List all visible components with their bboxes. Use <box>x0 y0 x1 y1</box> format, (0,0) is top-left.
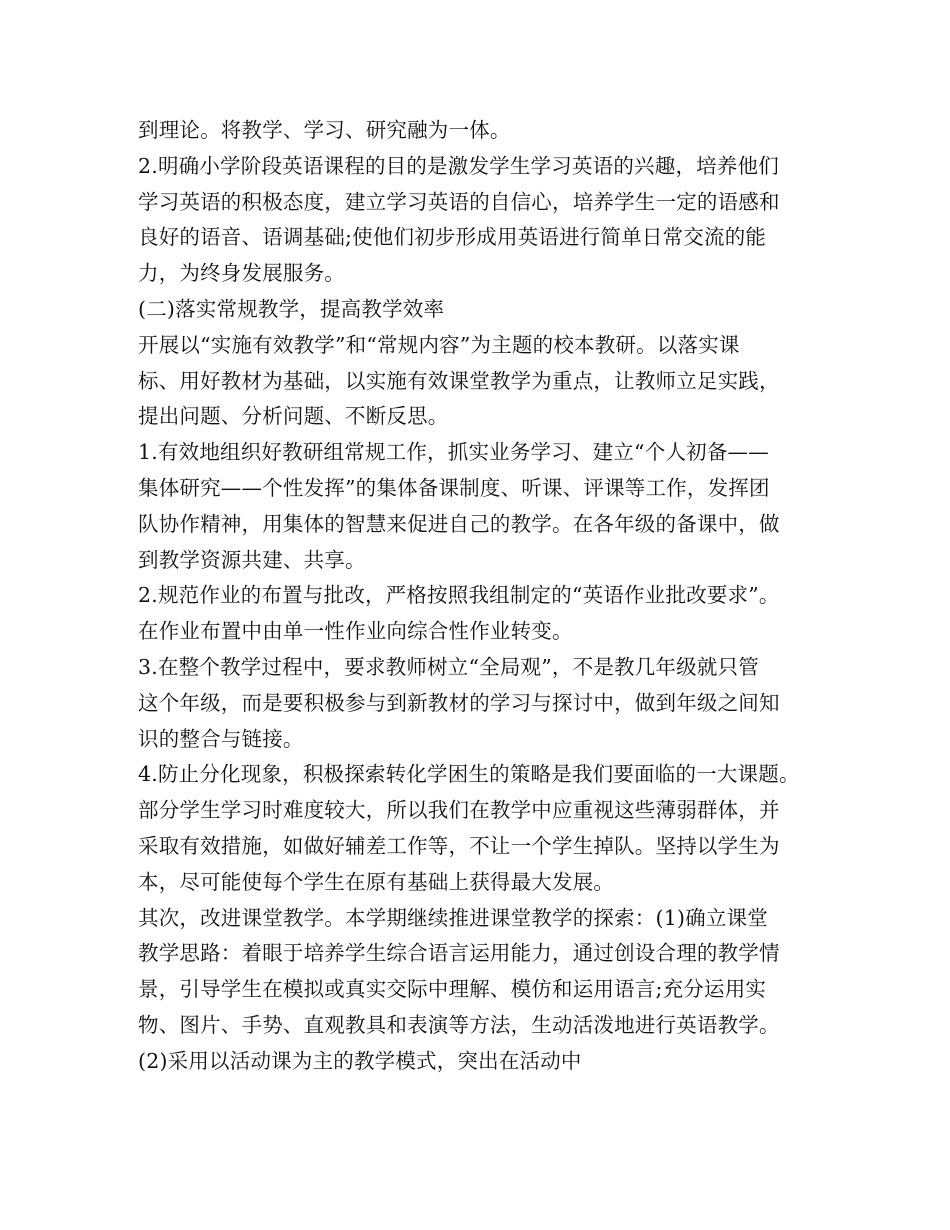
text-line: 部分学生学习时难度较大，所以我们在教学中应重视这些薄弱群体，并 <box>138 798 780 823</box>
text-line: 物、图片、手势、直观教具和表演等方法，生动活泼地进行英语教学。 <box>138 1012 780 1037</box>
text-line: 本，尽可能使每个学生在原有基础上获得最大发展。 <box>138 869 615 894</box>
text-line: 提出问题、分析问题、不断反思。 <box>138 404 449 429</box>
text-line: 景，引导学生在模拟或真实交际中理解、模仿和运用语言;充分运用实 <box>138 977 767 1002</box>
text-line: 集体研究——个性发挥”的集体备课制度、听课、评课等工作，发挥团 <box>138 475 770 500</box>
text-line: 其次，改进课堂教学。本学期继续推进课堂教学的探索：(1)确立课堂 <box>138 905 768 930</box>
section-heading: (二)落实常规教学，提高教学效率 <box>138 296 445 321</box>
text-line: 这个年级，而是要积极参与到新教材的学习与探讨中，做到年级之间知 <box>138 690 780 715</box>
text-line: 在作业布置中由单一性作业向综合性作业转变。 <box>138 619 573 644</box>
text-line: 3.在整个教学过程中，要求教师树立“全局观”，不是教几年级就只管 <box>138 654 759 679</box>
text-line: 力，为终身发展服务。 <box>138 261 345 286</box>
text-line: 开展以“实施有效教学”和“常规内容”为主题的校本教研。以落实课 <box>138 332 740 357</box>
text-line: 标、用好教材为基础，以实施有效课堂教学为重点，让教师立足实践， <box>138 368 780 393</box>
text-line: 采取有效措施，如做好辅差工作等，不让一个学生掉队。坚持以学生为 <box>138 833 780 858</box>
text-line: 队协作精神，用集体的智慧来促进自己的教学。在各年级的备课中，做 <box>138 511 780 536</box>
text-line: 2.明确小学阶段英语课程的目的是激发学生学习英语的兴趣，培养他们 <box>138 153 779 178</box>
document-body <box>138 113 818 1080</box>
text-line: 到理论。将教学、学习、研究融为一体。 <box>138 118 511 142</box>
text-line: 学习英语的积极态度，建立学习英语的自信心，培养学生一定的语感和 <box>138 189 780 214</box>
text-line: 到教学资源共建、共享。 <box>138 547 366 572</box>
text-line: (2)采用以活动课为主的教学模式，突出在活动中 <box>138 1048 582 1073</box>
text-line: 1.有效地组织好教研组常规工作，抓实业务学习、建立“个人初备—— <box>138 440 769 465</box>
text-line: 2.规范作业的布置与批改，严格按照我组制定的“英语作业批改要求”。 <box>138 583 780 608</box>
text-line: 教学思路：着眼于培养学生综合语言运用能力，通过创设合理的教学情 <box>138 941 780 966</box>
text-line: 识的整合与链接。 <box>138 726 304 751</box>
text-line: 4.防止分化现象，积极探索转化学困生的策略是我们要面临的一大课题。 <box>138 762 800 787</box>
text-line: 良好的语音、语调基础;使他们初步形成用英语进行简单日常交流的能 <box>138 225 767 250</box>
